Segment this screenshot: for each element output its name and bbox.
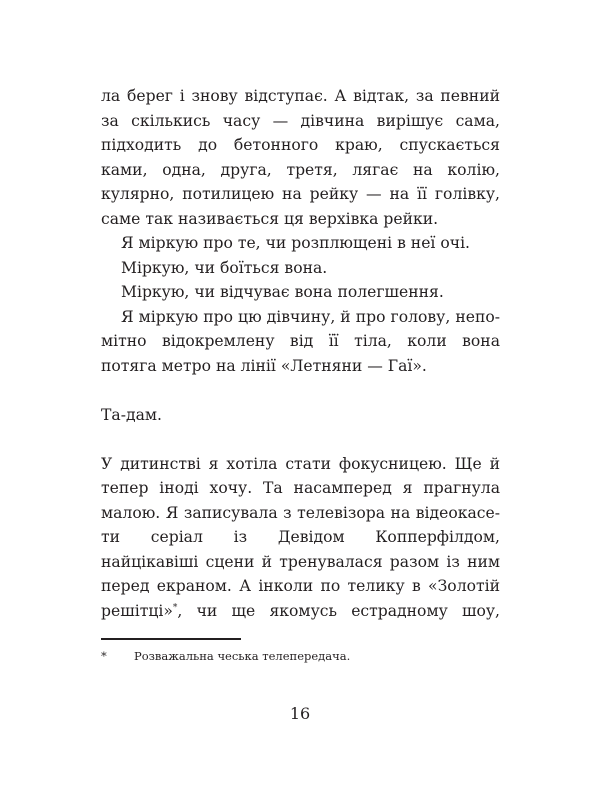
text-fragment: решітці» [101, 601, 173, 620]
text-line: тепер іноді хочу. Та насамперед я прагнула [101, 479, 500, 497]
text-line: перед екраном. А інколи по телику в «Золотій [101, 577, 500, 595]
text-line: Міркую, чи відчуває вона полегшення. [121, 283, 444, 301]
footnote-ref: * [172, 602, 178, 613]
text-line: Міркую, чи боїться вона. [121, 258, 328, 277]
text-line: малою. Я записувала з телевізора на відеокасе- [101, 503, 500, 522]
text-line: підходить до бетонного краю, спускається [101, 136, 500, 154]
body-text [101, 84, 500, 623]
text-line: У дитинстві я хотіла стати фокусницею. Ще й [101, 454, 500, 473]
text-line: ти серіал із Девідом Копперфілдом, [101, 528, 500, 546]
text-line: ками, одна, друга, третя, лягає на колію, [101, 160, 500, 179]
text-line: Я міркую про цю дівчину, й про голову, непо- [121, 307, 500, 326]
text-line: найцікавіші сцени й тренувалася разом із ним [101, 552, 500, 571]
text-line: ла берег і знову відступає. А відтак, за певний [101, 87, 500, 105]
page-number: 16 [289, 704, 311, 723]
text-line: Та-дам. [101, 405, 162, 424]
text-line: Я міркую про те, чи розплющені в неї очі. [121, 234, 471, 252]
text-line: мітно відокремлену від її тіла, коли вона [101, 332, 500, 350]
text-fragment: , чи ще якомусь естрадному шоу, [177, 601, 500, 620]
footnote-divider [101, 638, 241, 640]
text-line: кулярно, потилицею на рейку — на її голівку, [101, 185, 500, 203]
text-line: потяга метро на лінії «Летняни — Гаї». [101, 356, 427, 375]
text-line [101, 599, 500, 624]
footnote [101, 649, 350, 663]
footnote-text: Розважальна чеська телепередача. [134, 649, 351, 663]
footnote-mark: * [101, 649, 107, 663]
text-line: за скількись часу — дівчина вирішує сама, [101, 111, 500, 130]
text-line: саме так називається ця верхівка рейки. [101, 209, 439, 228]
